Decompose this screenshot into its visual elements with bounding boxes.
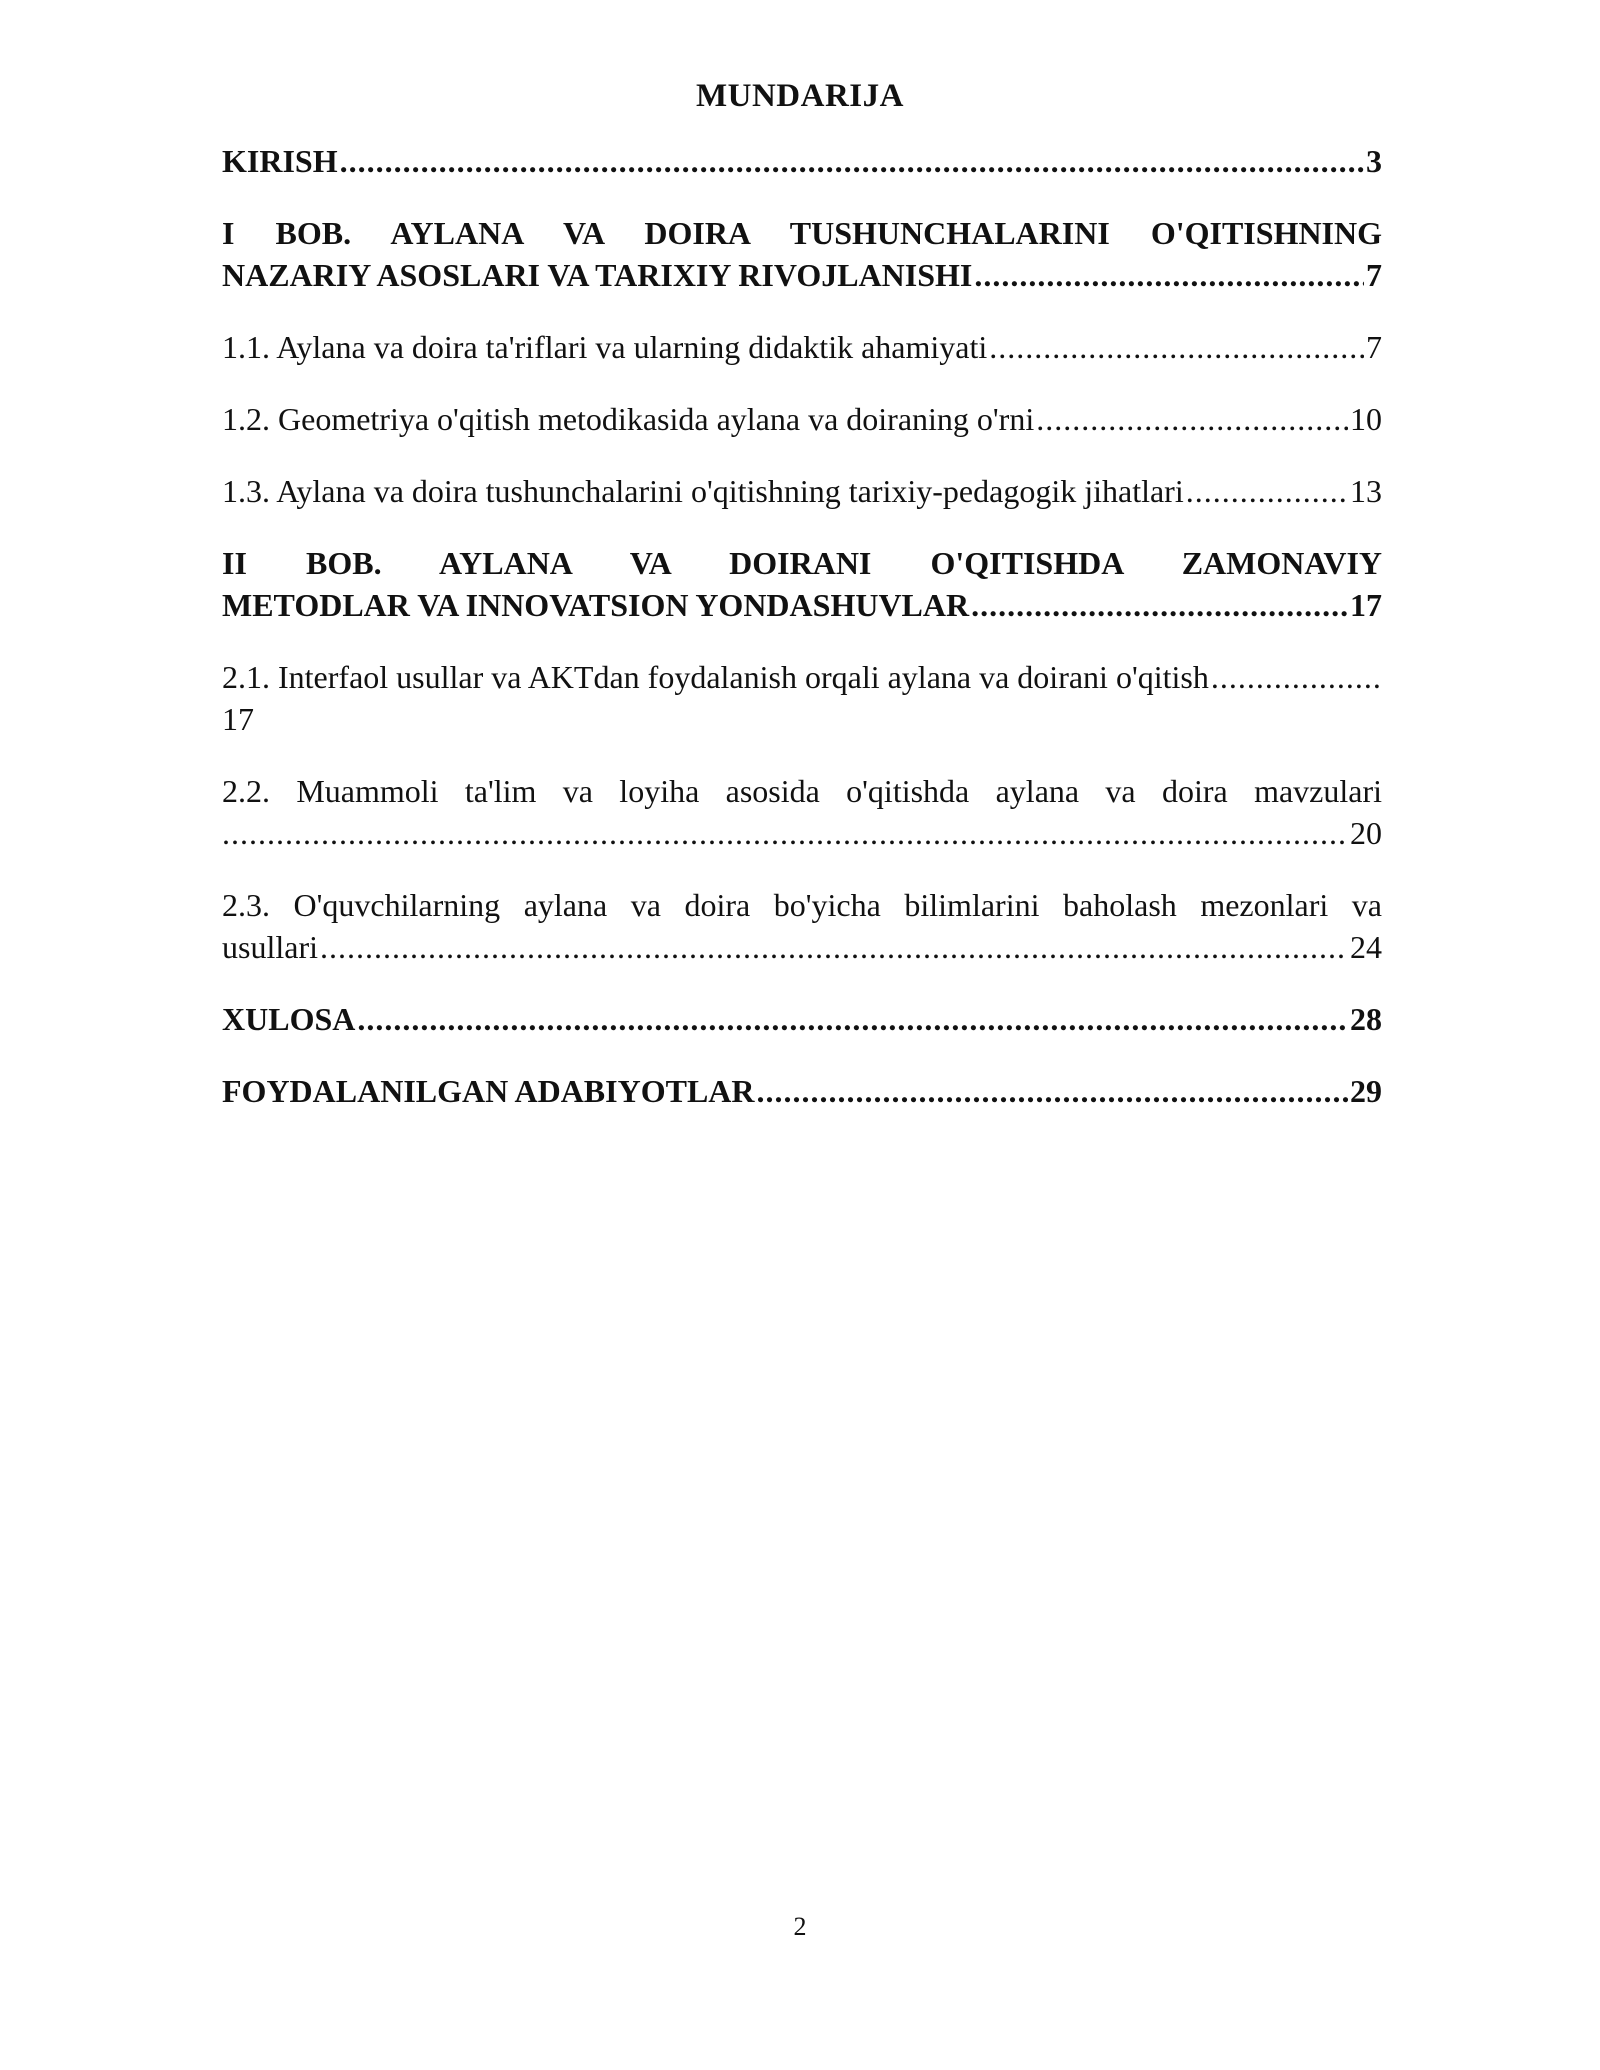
page-number: 2 [793, 1912, 807, 1941]
dot-leader [357, 998, 1348, 1040]
toc-entry-label-line2: METODLAR VA INNOVATSION YONDASHUVLAR [222, 587, 970, 623]
dot-leader [989, 326, 1364, 368]
dot-leader [971, 584, 1348, 626]
toc-entry-section-2-3[interactable] [222, 884, 1382, 968]
toc-entry-label-line2: usullari [222, 929, 318, 965]
toc-entry-label: 1.2. Geometriya o'qitish metodikasida aylana va doiraning o'rni [222, 401, 1035, 437]
dot-leader [1211, 656, 1380, 698]
toc-entry-page: 24 [1350, 929, 1382, 965]
toc-entry-page: 29 [1350, 1073, 1382, 1109]
page-title: MUNDARIJA [696, 78, 904, 114]
toc-entry-page: 17 [1350, 587, 1382, 623]
toc-entry-label: 1.1. Aylana va doira ta'riflari va ularning didaktik ahamiyati [222, 329, 988, 365]
toc-entry-label-line2: NAZARIY ASOSLARI VA TARIXIY RIVOJLANISHI [222, 257, 973, 293]
dot-leader [340, 140, 1364, 182]
toc-entry-page: 7 [1366, 329, 1382, 365]
toc-entry-page: 20 [1350, 815, 1382, 851]
toc-entry-section-2-2[interactable] [222, 770, 1382, 854]
toc-entry-page: 28 [1350, 1001, 1382, 1037]
toc-entry-page: 10 [1350, 401, 1382, 437]
toc-entry-kirish[interactable] [222, 140, 1382, 182]
toc-entry-page: 7 [1366, 257, 1382, 293]
table-of-contents [222, 140, 1382, 1142]
toc-entry-label: KIRISH [222, 143, 338, 179]
toc-entry-section-2-1[interactable] [222, 656, 1382, 740]
dot-leader [320, 926, 1348, 968]
toc-entry-section-1-2[interactable] [222, 398, 1382, 440]
dot-leader [222, 812, 1348, 854]
toc-entry-page: 17 [222, 701, 254, 737]
toc-entry-page: 3 [1366, 143, 1382, 179]
toc-entry-adabiyotlar[interactable] [222, 1070, 1382, 1112]
toc-entry-section-1-1[interactable] [222, 326, 1382, 368]
toc-entry-label-line1: 2.2. Muammoli ta'lim va loyiha asosida o'qitishda aylana va doira mavzulari [222, 773, 1382, 809]
toc-entry-label-line1: I BOB. AYLANA VA DOIRA TUSHUNCHALARINI O'QITISHNING [222, 215, 1382, 251]
toc-entry-chapter-2[interactable] [222, 542, 1382, 626]
dot-leader [757, 1070, 1349, 1112]
toc-entry-page: 13 [1350, 473, 1382, 509]
dot-leader [974, 254, 1364, 296]
toc-entry-chapter-1[interactable] [222, 212, 1382, 296]
toc-entry-label: XULOSA [222, 1001, 356, 1037]
toc-entry-xulosa[interactable] [222, 998, 1382, 1040]
toc-entry-label-line1: 2.3. O'quvchilarning aylana va doira bo'yicha bilimlarini baholash mezonlari va [222, 887, 1382, 923]
toc-entry-label: 2.1. Interfaol usullar va AKTdan foydalanish orqali aylana va doirani o'qitish [222, 659, 1209, 695]
dot-leader [1036, 398, 1348, 440]
toc-entry-label: FOYDALANILGAN ADABIYOTLAR [222, 1073, 755, 1109]
dot-leader [1186, 470, 1348, 512]
toc-entry-section-1-3[interactable] [222, 470, 1382, 512]
toc-entry-label: 1.3. Aylana va doira tushunchalarini o'qitishning tarixiy-pedagogik jihatlari [222, 473, 1184, 509]
toc-entry-label-line1: II BOB. AYLANA VA DOIRANI O'QITISHDA ZAMONAVIY [222, 545, 1382, 581]
